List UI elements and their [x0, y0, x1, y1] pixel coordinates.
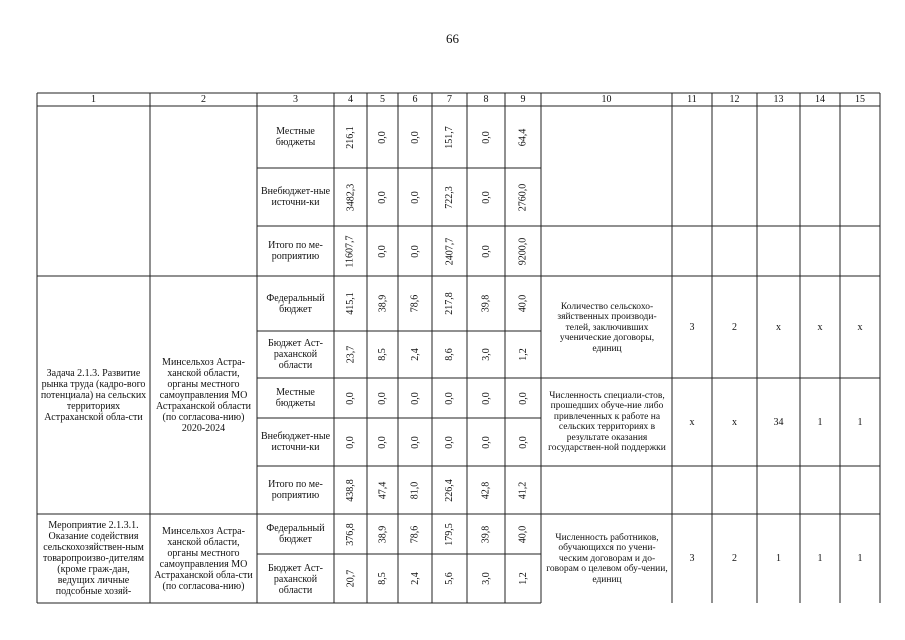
value-2024: 41,2 — [517, 481, 529, 499]
value-2022: 5,6 — [444, 572, 455, 585]
value-2020: 0,0 — [377, 244, 388, 258]
value-2023: 0,0 — [480, 435, 492, 449]
funding-source: Внебюджет-ные источни-ки — [260, 431, 331, 453]
value-total: 376,8 — [345, 522, 356, 546]
value-total: 438,8 — [345, 478, 356, 502]
indicator-description: Количество сельскохо-зяйственных производи-телей, заключивших ученические договоры, единиц — [557, 301, 657, 354]
indicator-value: х — [689, 416, 695, 428]
value-2020: 0,0 — [377, 391, 388, 405]
header-col-14: 14 — [815, 94, 825, 105]
value-2024: 1,2 — [517, 572, 529, 585]
value-2021: 0,0 — [409, 391, 421, 405]
indicator-value: 1 — [817, 416, 823, 428]
indicator-value: х — [857, 321, 863, 333]
indicator-value: 3 — [689, 553, 695, 564]
header-col-8: 8 — [483, 94, 489, 105]
value-2021: 2,4 — [409, 348, 421, 361]
header-col-10: 10 — [601, 94, 612, 105]
value-2022: 0,0 — [444, 391, 455, 405]
value-total: 0,0 — [345, 391, 356, 405]
value-2023: 42,8 — [480, 481, 492, 499]
header-col-11: 11 — [687, 94, 697, 105]
header-col-1: 1 — [91, 94, 96, 105]
value-2022: 226,4 — [444, 478, 455, 502]
value-2020: 0,0 — [377, 130, 388, 144]
value-2021: 78,6 — [409, 294, 421, 313]
funding-source: Итого по ме-роприятию — [268, 240, 323, 262]
value-2023: 0,0 — [480, 244, 492, 258]
header-col-3: 3 — [293, 94, 298, 105]
page-number: 66 — [446, 31, 459, 46]
header-col-13: 13 — [773, 94, 784, 105]
funding-source: Федеральный бюджет — [266, 292, 325, 315]
indicator-value: 34 — [773, 416, 784, 428]
value-total: 23,7 — [345, 345, 356, 364]
header-col-6: 6 — [412, 94, 418, 105]
value-2024: 2760,0 — [517, 183, 529, 211]
header-col-4: 4 — [348, 94, 353, 105]
value-2024: 40,0 — [517, 294, 529, 313]
funding-source: Бюджет Аст-раханской области — [268, 562, 323, 596]
value-2021: 0,0 — [409, 435, 421, 449]
value-2023: 39,8 — [480, 294, 492, 313]
value-2022: 722,3 — [444, 185, 455, 209]
funding-source: Итого по ме-роприятию — [268, 479, 323, 501]
indicator-value: 1 — [857, 553, 863, 564]
value-2020: 8,5 — [377, 572, 388, 585]
value-2021: 0,0 — [409, 190, 421, 204]
value-2022: 217,8 — [444, 292, 455, 315]
header-col-7: 7 — [447, 94, 452, 105]
value-2020: 38,9 — [377, 294, 388, 313]
value-2022: 179,5 — [444, 522, 455, 546]
indicator-value: 3 — [689, 321, 695, 333]
value-2020: 0,0 — [377, 190, 388, 204]
value-2022: 0,0 — [444, 435, 455, 449]
indicator-value: 2 — [732, 321, 737, 333]
value-2023: 0,0 — [480, 391, 492, 405]
funding-source: Местные бюджеты — [275, 387, 316, 409]
value-2023: 0,0 — [480, 190, 492, 204]
value-2024: 0,0 — [517, 391, 529, 405]
indicator-value: 1 — [776, 553, 781, 564]
value-2021: 0,0 — [409, 130, 421, 144]
indicator-description: Численность специали-стов, прошедших обуче-ние либо привлеченных к работе на сельских территориях в результате оказания государствен-ной поддержки — [548, 390, 666, 453]
value-2022: 8,6 — [444, 348, 455, 361]
value-2023: 0,0 — [480, 130, 492, 144]
indicator-value: х — [776, 321, 781, 333]
indicator-value: х — [817, 321, 823, 333]
indicator-value: 1 — [857, 416, 863, 428]
indicator-value: х — [732, 416, 737, 428]
value-2022: 151,7 — [444, 125, 455, 149]
value-2021: 81,0 — [409, 481, 421, 499]
funding-source: Внебюджет-ные источни-ки — [260, 186, 331, 208]
indicator-value: 2 — [732, 553, 737, 564]
value-2021: 78,6 — [409, 525, 421, 543]
funding-source: Местные бюджеты — [275, 126, 316, 148]
value-2020: 38,9 — [377, 525, 388, 543]
value-total: 20,7 — [345, 569, 356, 588]
funding-source: Федеральный бюджет — [266, 523, 325, 545]
value-2023: 39,8 — [480, 525, 492, 543]
indicator-value: 1 — [817, 553, 823, 564]
measure-title: Мероприятие 2.1.3.1. Оказание содействия сельскохозяйствен-ным товаропроизво-дителям (кроме граж-дан, ведущих личные подсобные хозяй- — [42, 520, 145, 597]
value-2020: 0,0 — [377, 435, 388, 449]
value-total: 415,1 — [345, 292, 356, 315]
value-2024: 1,2 — [517, 348, 529, 361]
value-2024: 9200,0 — [517, 237, 529, 265]
header-col-2: 2 — [201, 94, 206, 105]
value-total: 3482,3 — [345, 183, 356, 211]
value-2023: 3,0 — [480, 572, 492, 585]
value-2023: 3,0 — [480, 348, 492, 361]
task-executor: Минсельхоз Астра-ханской области, органы местного самоуправления МО Астраханской области (по согласова-нию) 2020-2024 — [155, 356, 252, 434]
value-2021: 0,0 — [409, 244, 421, 258]
header-col-5: 5 — [380, 94, 385, 105]
value-2022: 2407,7 — [444, 237, 455, 265]
value-2020: 47,4 — [377, 481, 388, 499]
value-2020: 8,5 — [377, 348, 388, 361]
value-total: 11607,7 — [344, 234, 356, 268]
header-col-15: 15 — [855, 94, 865, 105]
value-2024: 64,4 — [517, 128, 529, 146]
measure-executor: Минсельхоз Астра-ханской области, органы местного самоуправления МО Астраханской обла-сти (по согласова-нию) — [154, 525, 253, 592]
header-col-12: 12 — [729, 94, 740, 105]
value-2021: 2,4 — [409, 572, 421, 585]
value-2024: 0,0 — [517, 435, 529, 449]
funding-source: Бюджет Аст-раханской области — [268, 338, 323, 371]
header-col-9: 9 — [520, 94, 526, 105]
value-2024: 40,0 — [517, 525, 529, 543]
task-title: Задача 2.1.3. Развитие рынка труда (кадро-вого потенциала) на сельских территориях Астраханской обла-сти — [40, 367, 147, 423]
value-total: 0,0 — [345, 435, 356, 449]
value-total: 216,1 — [345, 125, 356, 149]
indicator-description: Численность работников, обучающихся по учени-ческим договорам и до-говорам о целевом обу-чении, единиц — [546, 532, 668, 585]
